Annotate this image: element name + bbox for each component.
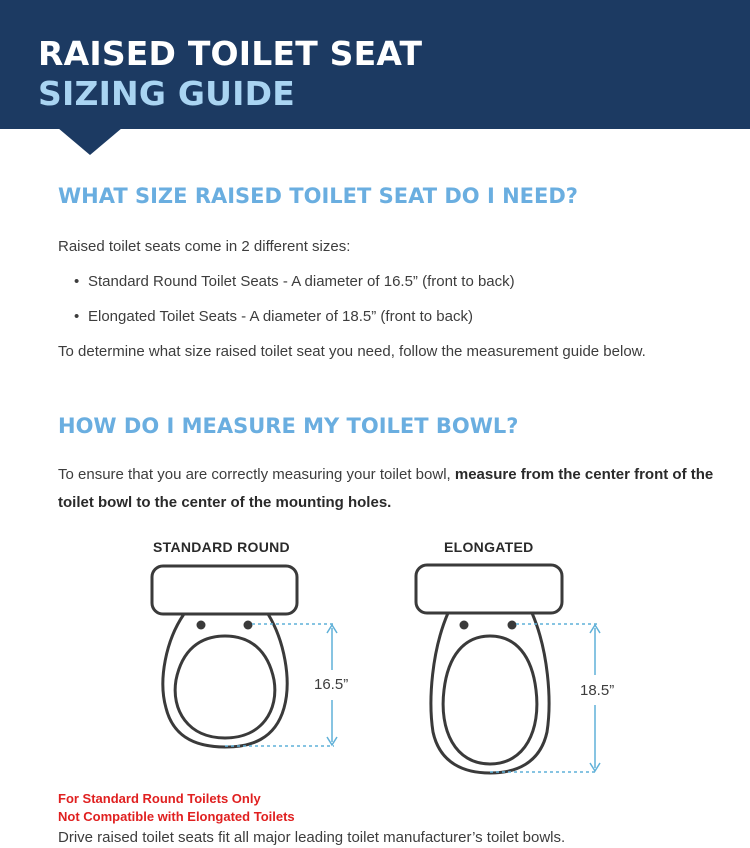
- footer-note: Drive raised toilet seats fit all major leading toilet manufacturer’s toilet bowls.: [58, 829, 566, 846]
- measure-instructions-emphasis: measure from the center front of the toilet bowl to the center of the mounting holes.: [58, 466, 714, 511]
- standard-round-toilet-icon: [152, 566, 297, 747]
- bullet-text: Standard Round Toilet Seats - A diameter of 16.5” (front to back): [88, 273, 515, 290]
- section-heading-measure: HOW DO I MEASURE MY TOILET BOWL?: [58, 414, 519, 438]
- elongated-tank-icon: [416, 565, 562, 613]
- elongated-toilet-icon: [416, 565, 562, 773]
- measure-instructions-text: To ensure that you are correctly measuring your toilet bowl,: [58, 466, 455, 483]
- outro-text: To determine what size raised toilet seat you need, follow the measurement guide below.: [58, 343, 646, 360]
- compatibility-warning-line1: For Standard Round Toilets Only: [58, 791, 261, 806]
- mounting-hole-icon: [197, 621, 206, 630]
- page-title-line2: SIZING GUIDE: [38, 74, 295, 113]
- bullet-dot-icon: •: [74, 273, 80, 290]
- mounting-hole-icon: [244, 621, 253, 630]
- standard-bowl-outer-icon: [163, 614, 287, 747]
- dimension-label-standard: 16.5”: [314, 676, 349, 693]
- mounting-hole-icon: [508, 621, 517, 630]
- page-title-line1: RAISED TOILET SEAT: [38, 34, 423, 73]
- dimension-label-elongated: 18.5”: [580, 682, 615, 699]
- bullet-text: Elongated Toilet Seats - A diameter of 18.5” (front to back): [88, 308, 473, 325]
- bullet-dot-icon: •: [74, 308, 80, 325]
- section-heading-size: WHAT SIZE RAISED TOILET SEAT DO I NEED?: [58, 184, 578, 208]
- mounting-hole-icon: [460, 621, 469, 630]
- compatibility-warning-line2: Not Compatible with Elongated Toilets: [58, 809, 295, 824]
- diagram-label-elongated: ELONGATED: [444, 539, 534, 555]
- intro-text: Raised toilet seats come in 2 different sizes:: [58, 238, 351, 255]
- diagram-label-standard: STANDARD ROUND: [153, 539, 290, 555]
- standard-tank-icon: [152, 566, 297, 614]
